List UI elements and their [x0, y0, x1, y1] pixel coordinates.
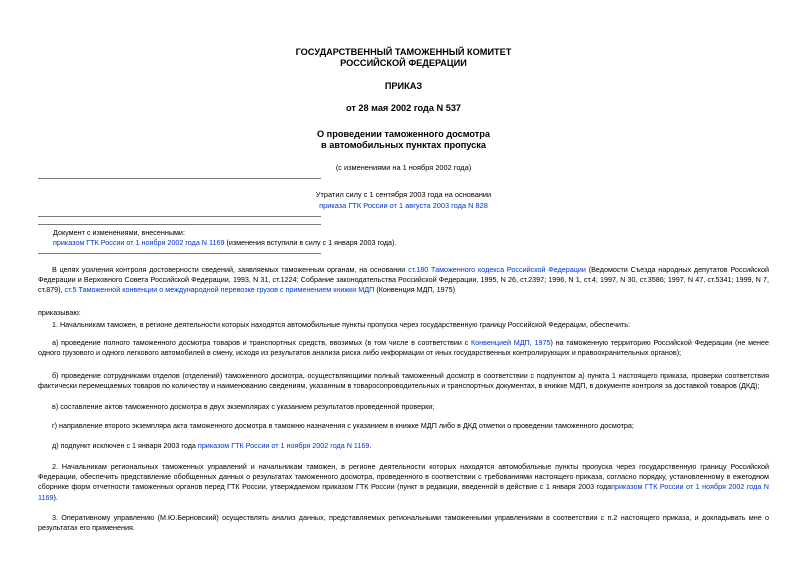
clause-2-amendment-link[interactable]: приказом ГТК России от 1 ноября 2002 года N 1169 — [38, 482, 770, 502]
preamble-paragraph: В целях усиления контроля достоверности сведений, заявляемых таможенным органам, на основании ст.180 Таможенного кодекса Российской Федерации (Ведомости Съезда народных депутатов Российской Федерации и Верховного Совета Российской Федерации, 1993, N 31, ст.1224; Собрание законодательства Российской Федерации, 1995, N 26, ст.2397; 1996, N 1, ст.4; 1997, N 30, ст.3586; 1997, N 47, ст.5341; 1999, N 7, ст.879), ст.5 Таможенной конвенции о международной перевозке грузов с применением книжки МДП (Конвенция МДП, 1975) — [38, 265, 769, 295]
separator-line — [38, 253, 321, 254]
issuer-line-1: ГОСУДАРСТВЕННЫЙ ТАМОЖЕННЫЙ КОМИТЕТ — [295, 47, 512, 57]
amendments-entry — [53, 238, 396, 248]
separator-line — [38, 224, 321, 225]
clause-1g: г) направление второго экземпляра акта таможенного досмотра в таможню назначения с указанием в книжке МДП либо в ДКД отметки о проведении таможенного досмотра; — [52, 421, 634, 430]
issuer-line-2: РОССИЙСКОЙ ФЕДЕРАЦИИ — [340, 58, 467, 68]
customs-code-link[interactable]: ст.180 Таможенного кодекса Российской Федерации — [408, 265, 586, 274]
clause-1v: в) составление актов таможенного досмотра в двух экземплярах с указанием результатов проведенной проверки; — [52, 402, 435, 411]
clause-1d: д) подпункт исключен с 1 января 2003 года приказом ГТК России от 1 ноября 2002 года N 1169. — [52, 441, 372, 450]
clause-1d-amendment-link[interactable]: приказом ГТК России от 1 ноября 2002 года N 1169 — [197, 441, 370, 450]
document-title-line-1: О проведении таможенного досмотра — [316, 129, 491, 139]
clause-1a: а) проведение полного таможенного досмотра товаров и транспортных средств, ввозимых (в том числе в соответствии с Конвенцией МДП, 1975) на таможенную территорию Российской Федерации (не менее одного грузового и одного легкового автомобилей в смену, исходя из результатов анализа риска либо информации от иных государственных контролирующих и правоохранительных органов); — [38, 338, 769, 358]
clause-3: 3. Оперативному управлению (М.Ю.Берновский) осуществлять анализ данных, представляемых региональными таможенными управлениями в соответствии с п.2 настоящего приказа, и докладывать мне о результатах его применения. — [38, 513, 769, 533]
changes-note: (с изменениями на 1 ноября 2002 года) — [335, 163, 472, 172]
tir-convention-link[interactable]: Конвенцией МДП, 1975 — [470, 338, 551, 347]
tir-convention-article-link[interactable]: ст.5 Таможенной конвенции о международной перевозке грузов с применением книжки МДП — [64, 285, 375, 295]
clause-2: 2. Начальникам региональных таможенных управлений и начальникам таможен, в регионе деятельности которых находятся автомобильные пункты пропуска через государственную границу Российской Федерации, обеспечить представление обобщенных данных о результатах таможенного досмотра, проведенного в соответствии с требованиями настоящего приказа, согласно порядку, установленному в ежегодном сборнике форм отчетности таможенных органов перед ГТК России, утверждаемом приказом ГТК России (пункт в редакции, введенной в действие с 1 января 2003 годаприказом ГТК России от 1 ноября 2002 года N 1169). — [38, 462, 770, 502]
amendment-link[interactable]: приказом ГТК России от 1 ноября 2002 года N 1169 — [53, 238, 225, 247]
separator-line — [38, 178, 321, 179]
document-title-line-2: в автомобильных пунктах пропуска — [321, 140, 486, 150]
status-link[interactable]: приказа ГТК России от 1 августа 2003 года N 828 — [319, 201, 488, 210]
document-type: ПРИКАЗ — [384, 81, 423, 91]
status-note: Утратил силу с 1 сентября 2003 года на основании — [315, 190, 492, 199]
amendment-effective-note: (изменения вступили в силу с 1 января 2003 года). — [224, 238, 397, 247]
order-word: приказываю: — [38, 308, 81, 317]
clause-1b: б) проведение сотрудниками отделов (отделений) таможенного досмотра, осуществляющими полный таможенный досмотр в соответствии с подпунктом а) пункта 1 настоящего приказа, проверки соответствия фактически перемещаемых товаров по количеству и наименованию сведениям, указанным в товаросопроводительных и транспортных документах, в книжке МДП, в документе контроля за доставкой товаров (ДКД); — [38, 371, 769, 391]
separator-line — [38, 216, 321, 217]
clause-1: 1. Начальникам таможен, в регионе деятельности которых находятся автомобильные пункты пропуска через государственную границу Российской Федерации, обеспечить: — [52, 320, 631, 329]
document-date-number: от 28 мая 2002 года N 537 — [345, 103, 462, 113]
amendments-heading: Документ с изменениями, внесенными: — [53, 228, 185, 237]
